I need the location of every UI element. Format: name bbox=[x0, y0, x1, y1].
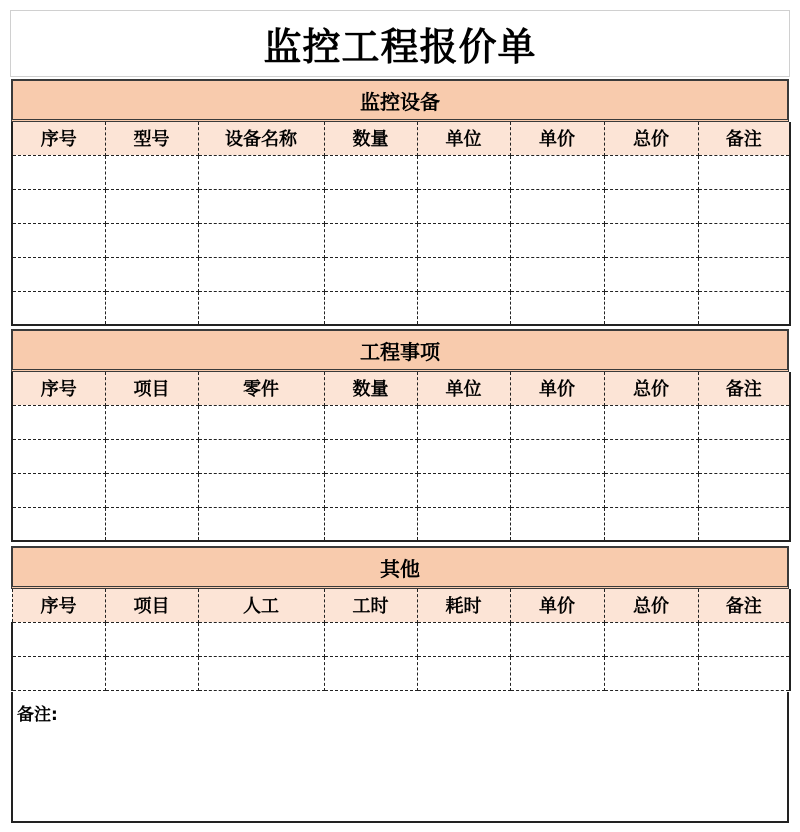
column-header: 备注 bbox=[698, 589, 790, 622]
table-cell[interactable] bbox=[604, 291, 698, 325]
table-cell[interactable] bbox=[198, 473, 324, 507]
table-cell[interactable] bbox=[105, 223, 198, 257]
table-cell[interactable] bbox=[417, 155, 510, 189]
table-cell[interactable] bbox=[604, 507, 698, 541]
table-cell[interactable] bbox=[510, 507, 604, 541]
table-row bbox=[12, 656, 790, 690]
column-header: 数量 bbox=[324, 122, 417, 155]
table-cell[interactable] bbox=[417, 405, 510, 439]
column-header: 数量 bbox=[324, 372, 417, 405]
column-header: 设备名称 bbox=[198, 122, 324, 155]
table-row bbox=[12, 189, 790, 223]
column-header: 型号 bbox=[105, 122, 198, 155]
column-header: 单价 bbox=[510, 372, 604, 405]
table-cell[interactable] bbox=[417, 439, 510, 473]
table-cell[interactable] bbox=[105, 656, 198, 690]
table-cell[interactable] bbox=[105, 439, 198, 473]
column-header-row bbox=[12, 122, 790, 155]
table-cell[interactable] bbox=[105, 291, 198, 325]
table-cell[interactable] bbox=[198, 439, 324, 473]
column-header: 零件 bbox=[198, 372, 324, 405]
table-cell[interactable] bbox=[417, 622, 510, 656]
table-cell[interactable] bbox=[324, 439, 417, 473]
table-cell[interactable] bbox=[417, 189, 510, 223]
table-cell[interactable] bbox=[105, 405, 198, 439]
table-cell[interactable] bbox=[12, 507, 105, 541]
table-cell[interactable] bbox=[510, 291, 604, 325]
table-cell[interactable] bbox=[698, 473, 790, 507]
column-header: 耗时 bbox=[417, 589, 510, 622]
table-cell[interactable] bbox=[604, 155, 698, 189]
section-heading-equipment: 监控设备 bbox=[11, 79, 789, 122]
table-cell[interactable] bbox=[198, 405, 324, 439]
table-cell[interactable] bbox=[604, 257, 698, 291]
column-header: 备注 bbox=[698, 372, 790, 405]
table-cell[interactable] bbox=[604, 223, 698, 257]
table-cell[interactable] bbox=[604, 622, 698, 656]
table-cell[interactable] bbox=[105, 189, 198, 223]
table-cell[interactable] bbox=[698, 223, 790, 257]
table-cell[interactable] bbox=[12, 405, 105, 439]
table-cell[interactable] bbox=[324, 155, 417, 189]
column-header: 备注 bbox=[698, 122, 790, 155]
table-cell[interactable] bbox=[324, 189, 417, 223]
table-cell[interactable] bbox=[698, 656, 790, 690]
table-row bbox=[12, 155, 790, 189]
table-cell[interactable] bbox=[510, 223, 604, 257]
table-cell[interactable] bbox=[698, 405, 790, 439]
table-cell[interactable] bbox=[324, 473, 417, 507]
table-row bbox=[12, 257, 790, 291]
table-cell[interactable] bbox=[510, 257, 604, 291]
table-cell[interactable] bbox=[417, 257, 510, 291]
table-row bbox=[12, 405, 790, 439]
table-cell[interactable] bbox=[417, 656, 510, 690]
table-cell[interactable] bbox=[417, 473, 510, 507]
column-header: 序号 bbox=[12, 122, 105, 155]
table-row bbox=[12, 473, 790, 507]
other-table bbox=[11, 589, 791, 691]
column-header: 工时 bbox=[324, 589, 417, 622]
table-row bbox=[12, 439, 790, 473]
table-cell[interactable] bbox=[198, 507, 324, 541]
table-row bbox=[12, 622, 790, 656]
table-cell[interactable] bbox=[12, 155, 105, 189]
table-cell[interactable] bbox=[324, 656, 417, 690]
table-cell[interactable] bbox=[198, 291, 324, 325]
table-cell[interactable] bbox=[417, 291, 510, 325]
table-cell[interactable] bbox=[12, 473, 105, 507]
table-cell[interactable] bbox=[324, 507, 417, 541]
table-cell[interactable] bbox=[12, 622, 105, 656]
table-cell[interactable] bbox=[604, 405, 698, 439]
column-header-row bbox=[12, 372, 790, 405]
notes-label: 备注: bbox=[17, 705, 58, 725]
table-cell[interactable] bbox=[12, 291, 105, 325]
section-heading-other: 其他 bbox=[11, 546, 789, 589]
table-cell[interactable] bbox=[12, 189, 105, 223]
table-cell[interactable] bbox=[324, 405, 417, 439]
table-cell[interactable] bbox=[698, 622, 790, 656]
column-header: 人工 bbox=[198, 589, 324, 622]
table-cell[interactable] bbox=[12, 257, 105, 291]
table-cell[interactable] bbox=[698, 257, 790, 291]
column-header: 总价 bbox=[604, 372, 698, 405]
table-cell[interactable] bbox=[198, 189, 324, 223]
table-cell[interactable] bbox=[417, 223, 510, 257]
table-cell[interactable] bbox=[698, 439, 790, 473]
table-cell[interactable] bbox=[604, 439, 698, 473]
table-cell[interactable] bbox=[105, 622, 198, 656]
table-cell[interactable] bbox=[105, 473, 198, 507]
table-cell[interactable] bbox=[510, 405, 604, 439]
table-row bbox=[12, 291, 790, 325]
table-cell[interactable] bbox=[604, 656, 698, 690]
table-cell[interactable] bbox=[324, 622, 417, 656]
table-cell[interactable] bbox=[698, 507, 790, 541]
table-cell[interactable] bbox=[604, 473, 698, 507]
table-cell[interactable] bbox=[698, 291, 790, 325]
table-cell[interactable] bbox=[198, 257, 324, 291]
column-header: 序号 bbox=[12, 589, 105, 622]
column-header: 项目 bbox=[105, 589, 198, 622]
column-header: 项目 bbox=[105, 372, 198, 405]
table-cell[interactable] bbox=[417, 507, 510, 541]
table-cell[interactable] bbox=[105, 155, 198, 189]
column-header: 单价 bbox=[510, 589, 604, 622]
column-header: 单位 bbox=[417, 372, 510, 405]
table-cell[interactable] bbox=[324, 257, 417, 291]
table-cell[interactable] bbox=[510, 439, 604, 473]
column-header: 总价 bbox=[604, 122, 698, 155]
equipment-table bbox=[11, 122, 791, 326]
table-cell[interactable] bbox=[698, 155, 790, 189]
notes-area[interactable] bbox=[11, 692, 789, 823]
table-cell[interactable] bbox=[198, 622, 324, 656]
table-cell[interactable] bbox=[105, 257, 198, 291]
column-header-row bbox=[12, 589, 790, 622]
table-cell[interactable] bbox=[198, 223, 324, 257]
column-header: 总价 bbox=[604, 589, 698, 622]
table-cell[interactable] bbox=[12, 439, 105, 473]
table-cell[interactable] bbox=[510, 622, 604, 656]
table-cell[interactable] bbox=[698, 189, 790, 223]
table-cell[interactable] bbox=[105, 507, 198, 541]
table-cell[interactable] bbox=[510, 189, 604, 223]
column-header: 序号 bbox=[12, 372, 105, 405]
table-row bbox=[12, 223, 790, 257]
table-cell[interactable] bbox=[12, 656, 105, 690]
table-cell[interactable] bbox=[510, 656, 604, 690]
table-cell[interactable] bbox=[324, 223, 417, 257]
document-title: 监控工程报价单 bbox=[10, 10, 790, 77]
column-header: 单位 bbox=[417, 122, 510, 155]
table-cell[interactable] bbox=[604, 189, 698, 223]
table-cell[interactable] bbox=[198, 656, 324, 690]
section-heading-engineering: 工程事项 bbox=[11, 329, 789, 372]
table-cell[interactable] bbox=[510, 155, 604, 189]
column-header: 单价 bbox=[510, 122, 604, 155]
table-cell[interactable] bbox=[510, 473, 604, 507]
engineering-table bbox=[11, 372, 791, 542]
table-row bbox=[12, 507, 790, 541]
table-cell[interactable] bbox=[324, 291, 417, 325]
table-cell[interactable] bbox=[198, 155, 324, 189]
table-cell[interactable] bbox=[12, 223, 105, 257]
